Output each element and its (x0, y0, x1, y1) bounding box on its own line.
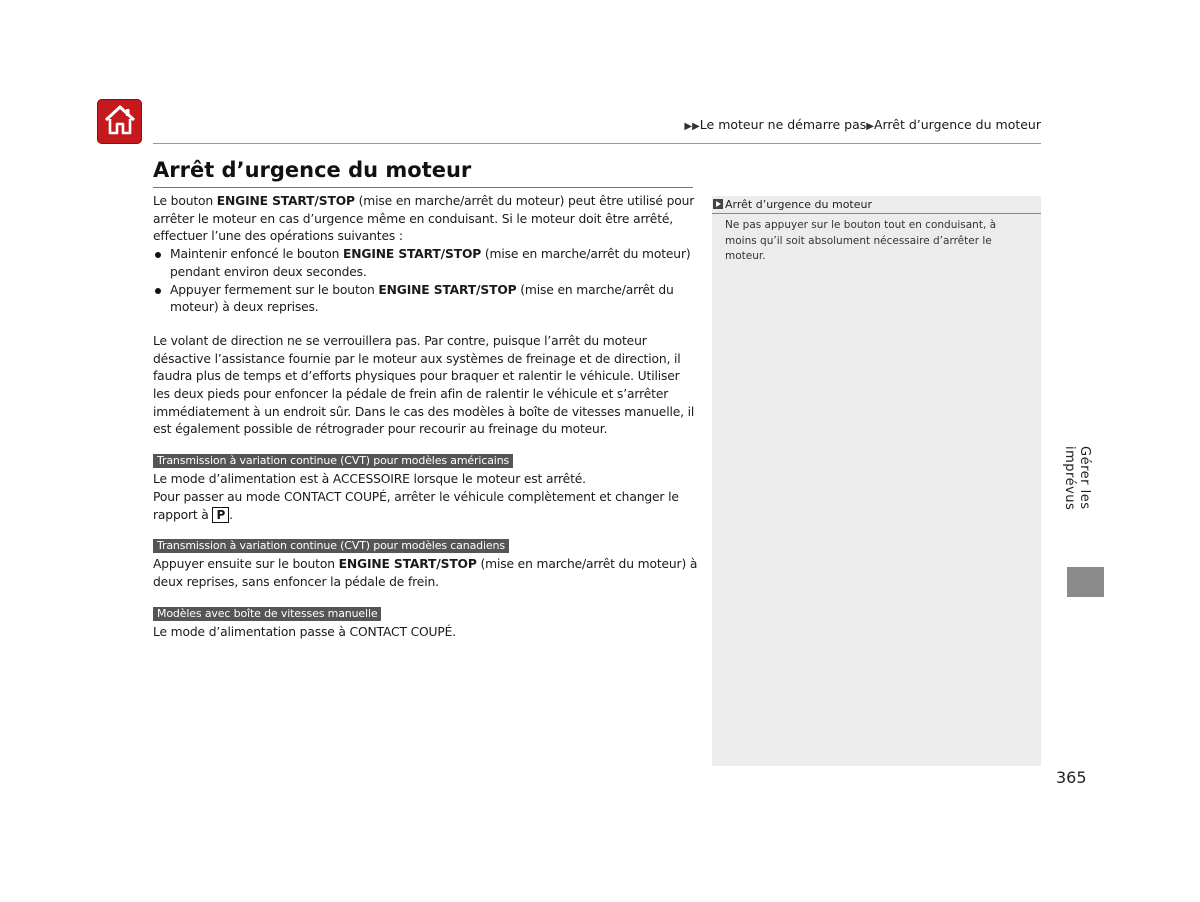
cvt-us-text-2: Pour passer au mode CONTACT COUPÉ, arrêter le véhicule complètement et changer le rapport à P . (153, 489, 679, 522)
sidebar-heading-text: Arrêt d’urgence du moteur (725, 197, 872, 211)
section-tag-cvt-us: Transmission à variation continue (CVT) pour modèles américains (153, 454, 513, 468)
header-divider (153, 143, 1041, 144)
park-gear-icon: P (212, 507, 229, 523)
steering-paragraph: Le volant de direction ne se verrouillera pas. Par contre, puisque l’arrêt du moteur désactive l’assistance fournie par le moteur aux systèmes de freinage et de direction, il faudra plus de temps et d’efforts physiques pour braquer et ralentir le véhicule. Utiliser les deux pieds pour enfoncer la pédale de frein afin de ralentir le véhicule et s’arrêter immédiatement à un endroit sûr. Dans le cas des modèles à boîte de vitesses manuelle, il est également possible de rétrograder pour recourir au freinage du moteur. (153, 333, 695, 437)
breadcrumb (684, 117, 1041, 132)
manual-text: Le mode d’alimentation passe à CONTACT COUPÉ. (153, 624, 457, 639)
cvt-ca-text: Appuyer ensuite sur le bouton ENGINE START/STOP (mise en marche/arrêt du moteur) à deux reprises, sans enfoncer la pédale de frein. (153, 557, 698, 589)
triangle-right-icon: ▶▶ (684, 121, 700, 132)
section-tag-manual: Modèles avec boîte de vitesses manuelle (153, 607, 381, 621)
list-item: Appuyer fermement sur le bouton ENGINE START/STOP (mise en marche/arrêt du moteur) à deux reprises. (153, 282, 698, 317)
list-item: Maintenir enfoncé le bouton ENGINE START/STOP (mise en marche/arrêt du moteur) pendant environ deux secondes. (153, 246, 698, 281)
intro-paragraph: Le bouton ENGINE START/STOP (mise en marche/arrêt du moteur) peut être utilisé pour arrêter le moteur en cas d’urgence même en conduisant. Si le moteur doit être arrêté, effectuer l’une des opérations suivantes : (153, 194, 695, 244)
home-icon (103, 104, 137, 140)
reference-marker-icon (713, 199, 723, 209)
triangle-right-icon: ▶ (866, 121, 874, 132)
sidebar-heading (712, 196, 1041, 214)
action-list (153, 246, 698, 317)
main-content (153, 193, 698, 641)
sidebar-note (712, 196, 1041, 766)
home-button[interactable] (97, 99, 142, 144)
breadcrumb-parent[interactable]: Le moteur ne démarre pas (699, 117, 867, 132)
page-title: Arrêt d’urgence du moteur (153, 158, 472, 182)
page-number: 365 (1056, 768, 1087, 787)
chapter-label: Gérer les imprévus (1062, 446, 1092, 511)
breadcrumb-current[interactable]: Arrêt d’urgence du moteur (873, 117, 1041, 132)
cvt-us-text-1: Le mode d’alimentation est à ACCESSOIRE lorsque le moteur est arrêté. (153, 472, 586, 487)
section-tag-cvt-ca: Transmission à variation continue (CVT) pour modèles canadiens (153, 539, 509, 553)
sidebar-text: Ne pas appuyer sur le bouton tout en conduisant, à moins qu’il soit absolument nécessaire d’arrêter le moteur. (725, 219, 997, 262)
chapter-tab[interactable] (1067, 567, 1104, 597)
title-divider (153, 187, 693, 188)
